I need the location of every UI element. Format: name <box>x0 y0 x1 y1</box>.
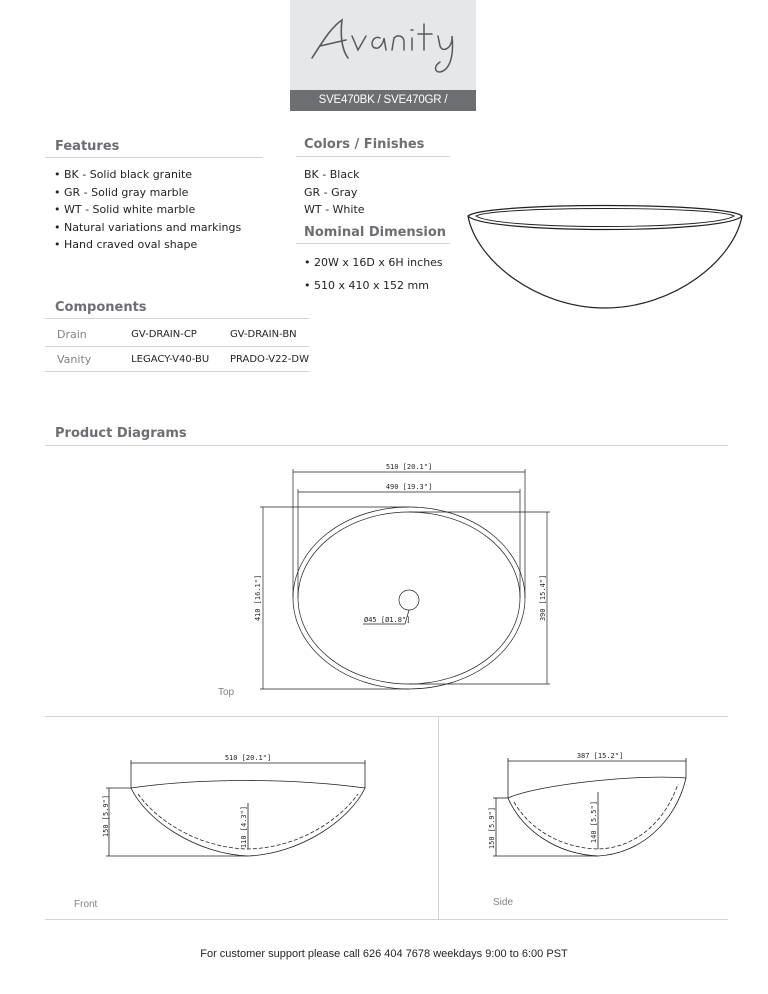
support-footer: For customer support please call 626 404 7678 weekdays 9:00 to 6:00 PST <box>200 948 568 960</box>
front-view-caption: Front <box>74 899 98 910</box>
front-width-label: 510 [20.1"] <box>224 754 272 762</box>
list-item: • 20W x 16D x 6H inches <box>304 256 443 269</box>
component-value: PRADO-V22-DW <box>230 347 309 372</box>
features-divider <box>45 157 263 158</box>
table-row <box>45 347 309 372</box>
diagram-divider-bottom <box>45 919 728 920</box>
component-label: Vanity <box>45 347 131 372</box>
dimension-title: Nominal Dimension <box>304 225 447 240</box>
list-item: WT - White <box>304 203 365 216</box>
list-item: • Hand craved oval shape <box>54 238 198 251</box>
list-item: • WT - Solid white marble <box>54 203 196 216</box>
list-item: BK - Black <box>304 168 360 181</box>
list-item: • BK - Solid black granite <box>54 168 193 181</box>
list-item: • GR - Solid gray marble <box>54 185 189 199</box>
list-item: GR - Gray <box>304 185 358 199</box>
colors-title: Colors / Finishes <box>304 137 425 152</box>
list-item: • 510 x 410 x 152 mm <box>304 279 429 292</box>
colors-list <box>304 166 365 219</box>
side-view-diagram <box>480 750 700 865</box>
side-view-caption: Side <box>493 897 514 908</box>
diagram-divider-vertical <box>438 716 439 920</box>
sink-illustration <box>464 200 746 312</box>
side-width-label: 387 [15.2"] <box>576 752 624 760</box>
diagram-divider-top <box>45 716 728 717</box>
top-view-caption: Top <box>218 687 235 698</box>
front-view-diagram <box>100 750 380 865</box>
diagrams-divider <box>45 445 728 446</box>
components-table <box>45 322 309 372</box>
drain-size-label: Ø45 [Ø1.8"] <box>364 616 411 624</box>
top-width-inner-label: 490 [19.3"] <box>385 483 433 491</box>
side-inner-depth-label: 140 [5.5"] <box>590 800 598 844</box>
top-view-diagram <box>200 455 580 705</box>
drain-hole <box>399 590 419 610</box>
table-row <box>45 322 309 347</box>
dimension-list <box>304 251 443 297</box>
model-numbers: SVE470BK / SVE470GR / SVE470WT <box>290 90 476 111</box>
colors-divider <box>296 156 450 157</box>
component-value: GV-DRAIN-CP <box>131 322 230 347</box>
dimension-mm: 510 x 410 x 152 mm <box>314 279 429 292</box>
top-depth-outer-label: 410 [16.1"] <box>254 574 262 622</box>
dimension-inches: 20W x 16D x 6H inches <box>314 256 443 269</box>
front-height-label: 150 [5.9"] <box>102 794 110 838</box>
side-height-label: 150 [5.9"] <box>488 806 496 850</box>
features-list <box>54 166 241 254</box>
components-title: Components <box>55 300 147 315</box>
list-item: • Natural variations and markings <box>54 220 242 234</box>
front-inner-depth-label: 110 [4.3"] <box>240 805 248 849</box>
component-value: LEGACY-V40-BU <box>131 347 230 372</box>
component-value: GV-DRAIN-BN <box>230 322 309 347</box>
diagrams-title: Product Diagrams <box>55 426 187 441</box>
bowl-inner-outline <box>298 512 520 684</box>
component-label: Drain <box>45 322 131 347</box>
components-divider <box>45 318 309 319</box>
top-depth-inner-label: 390 [15.4"] <box>539 574 547 622</box>
dimension-divider <box>296 243 450 244</box>
top-width-outer-label: 510 [20.1"] <box>385 463 433 471</box>
bowl-outer-outline <box>293 507 525 689</box>
features-title: Features <box>55 139 120 154</box>
